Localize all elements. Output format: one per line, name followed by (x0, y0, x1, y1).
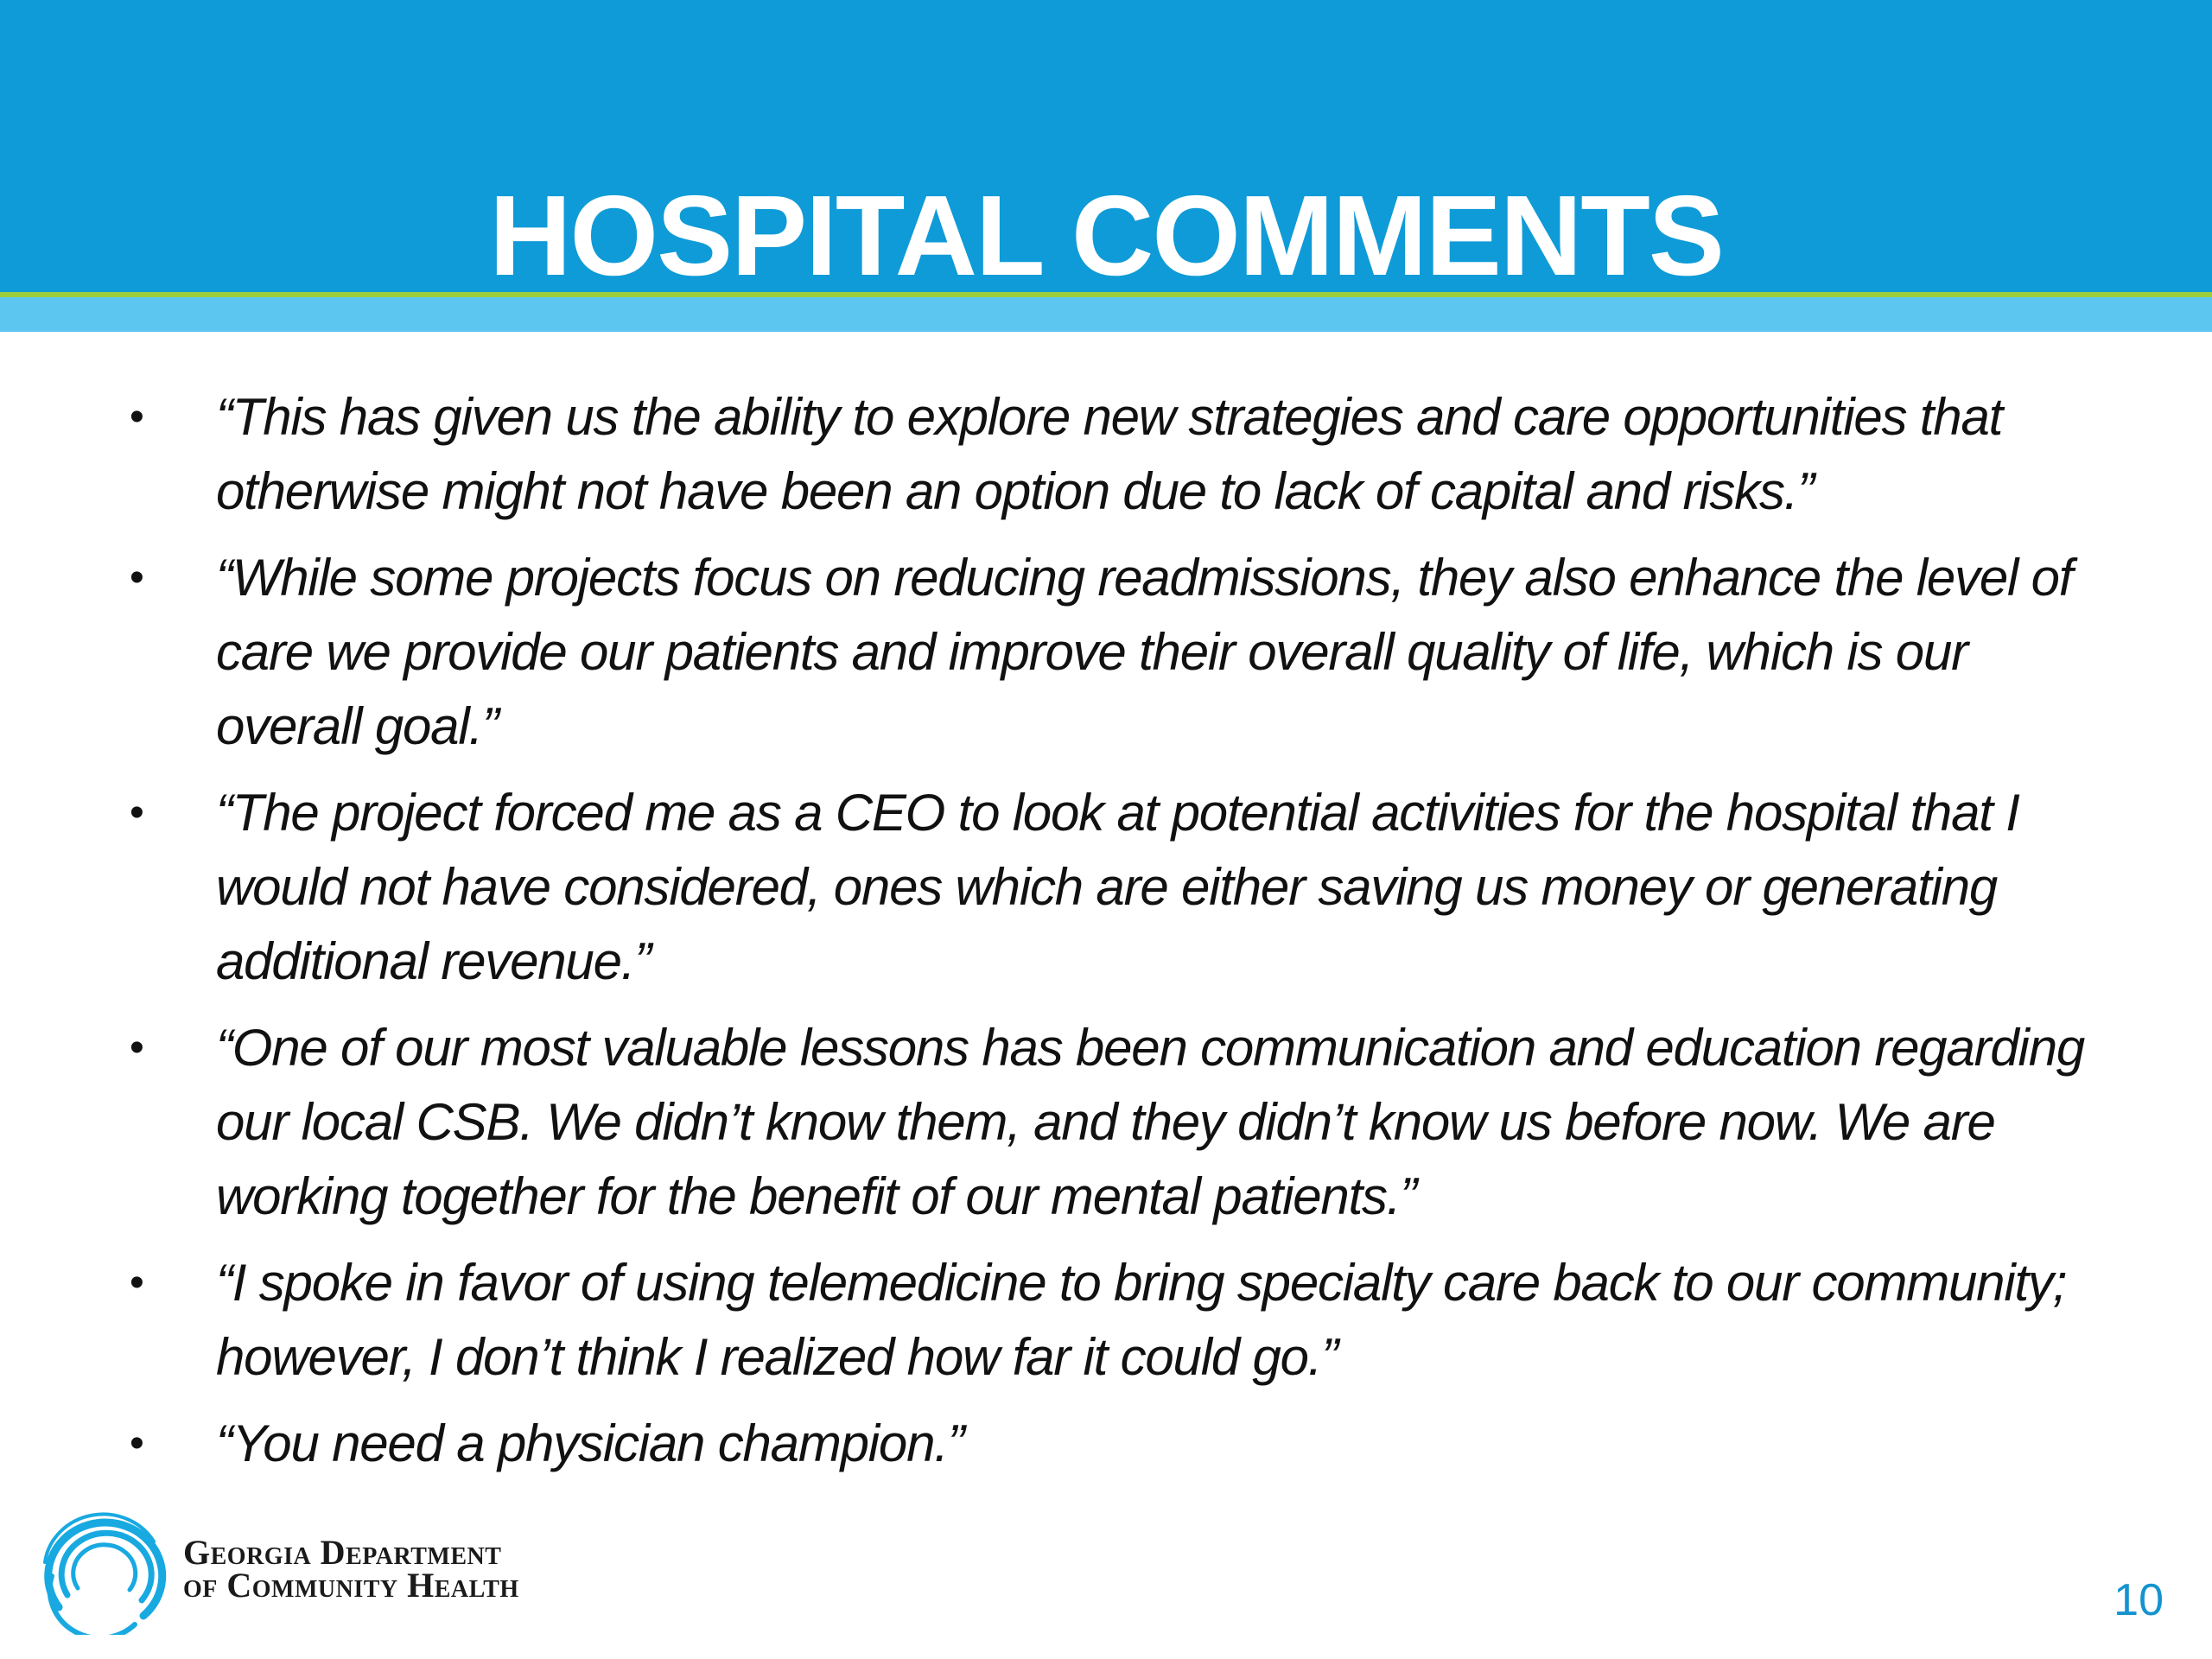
slide-title: HOSPITAL COMMENTS (489, 172, 1723, 300)
comment-item (130, 1246, 2100, 1395)
comment-text: “I spoke in favor of using telemedicine to bring specialty care back to our community; however, I don’t think I realized how far it could go.” (216, 1254, 2067, 1386)
comment-list (130, 380, 2100, 1493)
bullet-icon: • (130, 1260, 143, 1306)
comment-item (130, 776, 2100, 999)
comment-text: “This has given us the ability to explore new strategies and care opportunities that otherwise might not have been an option due to lack of capital and risks.” (216, 388, 2003, 520)
comment-text: “While some projects focus on reducing readmissions, they also enhance the level of care we provide our patients and improve their overall quality of life, which is our overall goal.” (216, 549, 2073, 755)
circular-swirl-logo-icon (33, 1505, 171, 1635)
bullet-icon: • (130, 1025, 143, 1071)
comment-item (130, 1407, 2100, 1481)
comment-item (130, 541, 2100, 764)
bullet-icon: • (130, 790, 143, 836)
comment-item (130, 1011, 2100, 1234)
bullet-icon: • (130, 1421, 143, 1466)
organization-name-line1: Georgia Department (183, 1533, 502, 1572)
bullet-icon: • (130, 394, 143, 440)
header-light-band (0, 297, 2212, 332)
comment-text: “You need a physician champion.” (216, 1414, 964, 1472)
organization-name-line2: of Community Health (183, 1566, 519, 1605)
organization-name (183, 1533, 519, 1605)
comment-text: “One of our most valuable lessons has been communication and education regarding our local CSB. We didn’t know them, and they didn’t know us before now. We are working together for the benefit of our mental patients.” (216, 1019, 2085, 1225)
comment-item (130, 380, 2100, 529)
page-number: 10 (2113, 1575, 2164, 1625)
bullet-icon: • (130, 555, 143, 601)
comment-text: “The project forced me as a CEO to look at potential activities for the hospital that I would not have considered, ones which are either saving us money or generating additional revenue.” (216, 784, 2019, 990)
